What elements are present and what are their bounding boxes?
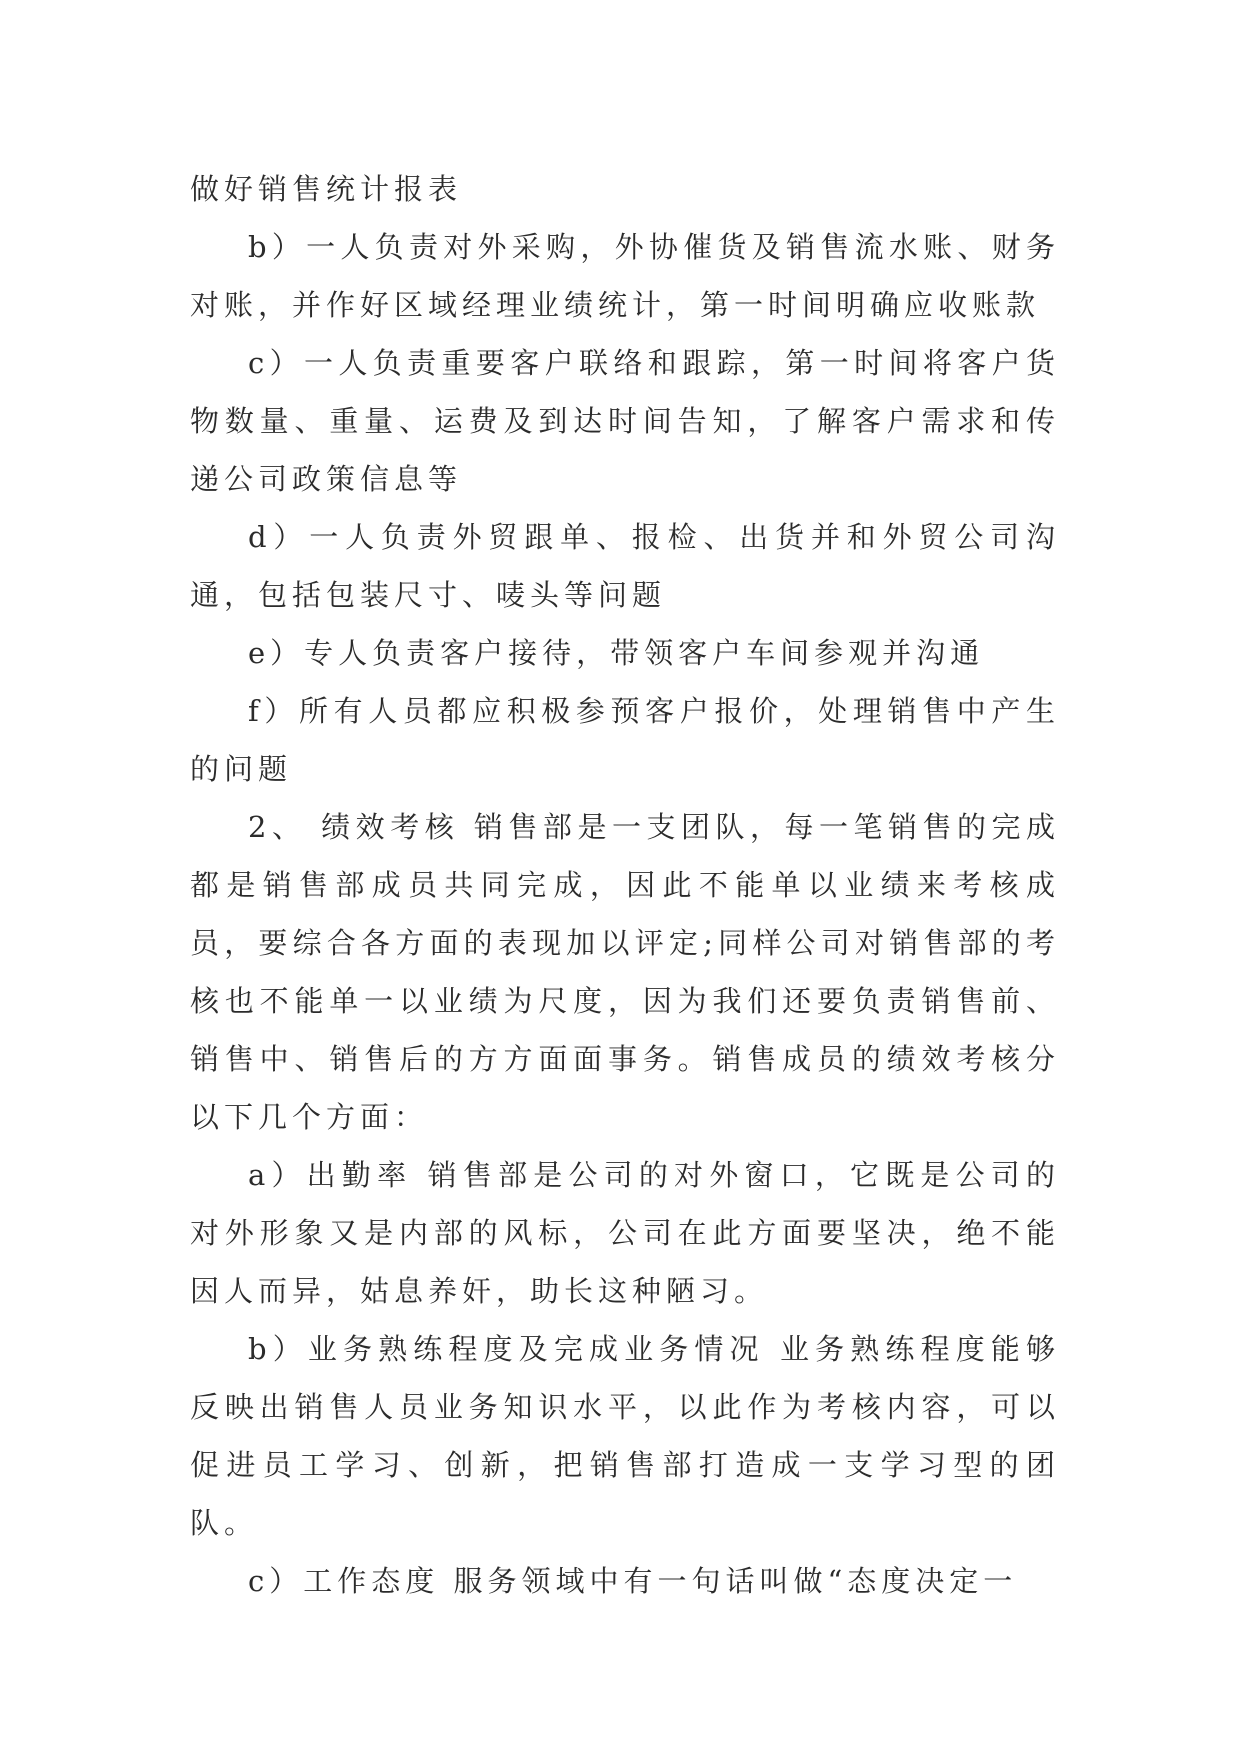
paragraph-text: d）一人负责外贸跟单、报检、出货并和外贸公司沟通，包括包装尺寸、唛头等问题 xyxy=(190,520,1060,612)
paragraph-c-client-tracking xyxy=(190,334,1060,508)
paragraph-f-quotation xyxy=(190,682,1060,798)
paragraph-d-foreign-trade xyxy=(190,508,1060,624)
paragraph-text: b）一人负责对外采购，外协催货及销售流水账、财务对账，并作好区域经理业绩统计，第一时间明确应收账款 xyxy=(190,230,1060,322)
paragraph-e-reception xyxy=(190,624,1060,682)
paragraph-text: c）一人负责重要客户联络和跟踪，第一时间将客户货物数量、重量、运费及到达时间告知，了解客户需求和传递公司政策信息等 xyxy=(190,346,1060,496)
paragraph-text: b）业务熟练程度及完成业务情况 业务熟练程度能够反映出销售人员业务知识水平，以此作为考核内容，可以促进员工学习、创新，把销售部打造成一支学习型的团队。 xyxy=(190,1332,1060,1540)
document-body xyxy=(190,160,1060,1610)
paragraph-b-proficiency xyxy=(190,1320,1060,1552)
paragraph-text: e）专人负责客户接待，带领客户车间参观并沟通 xyxy=(248,636,985,670)
paragraph-c-attitude xyxy=(190,1552,1060,1610)
paragraph-2-performance xyxy=(190,798,1060,1146)
paragraph-a-attendance xyxy=(190,1146,1060,1320)
paragraph-text: c）工作态度 服务领域中有一句话叫做“态度决定一 xyxy=(248,1564,1018,1598)
paragraph-text: a）出勤率 销售部是公司的对外窗口，它既是公司的对外形象又是内部的风标，公司在此方面要坚决，绝不能因人而异，姑息养奸，助长这种陋习。 xyxy=(190,1158,1060,1308)
paragraph-b-purchasing xyxy=(190,218,1060,334)
paragraph-0 xyxy=(190,160,1060,218)
paragraph-text: 做好销售统计报表 xyxy=(190,172,463,206)
paragraph-text: f）所有人员都应积极参预客户报价，处理销售中产生的问题 xyxy=(190,694,1060,786)
paragraph-text: 2、 绩效考核 销售部是一支团队，每一笔销售的完成都是销售部成员共同完成，因此不能单以业绩来考核成员，要综合各方面的表现加以评定;同样公司对销售部的考核也不能单一以业绩为尺度，因为我们还要负责销售前、销售中、销售后的方方面面事务。销售成员的绩效考核分以下几个方面： xyxy=(190,810,1060,1134)
